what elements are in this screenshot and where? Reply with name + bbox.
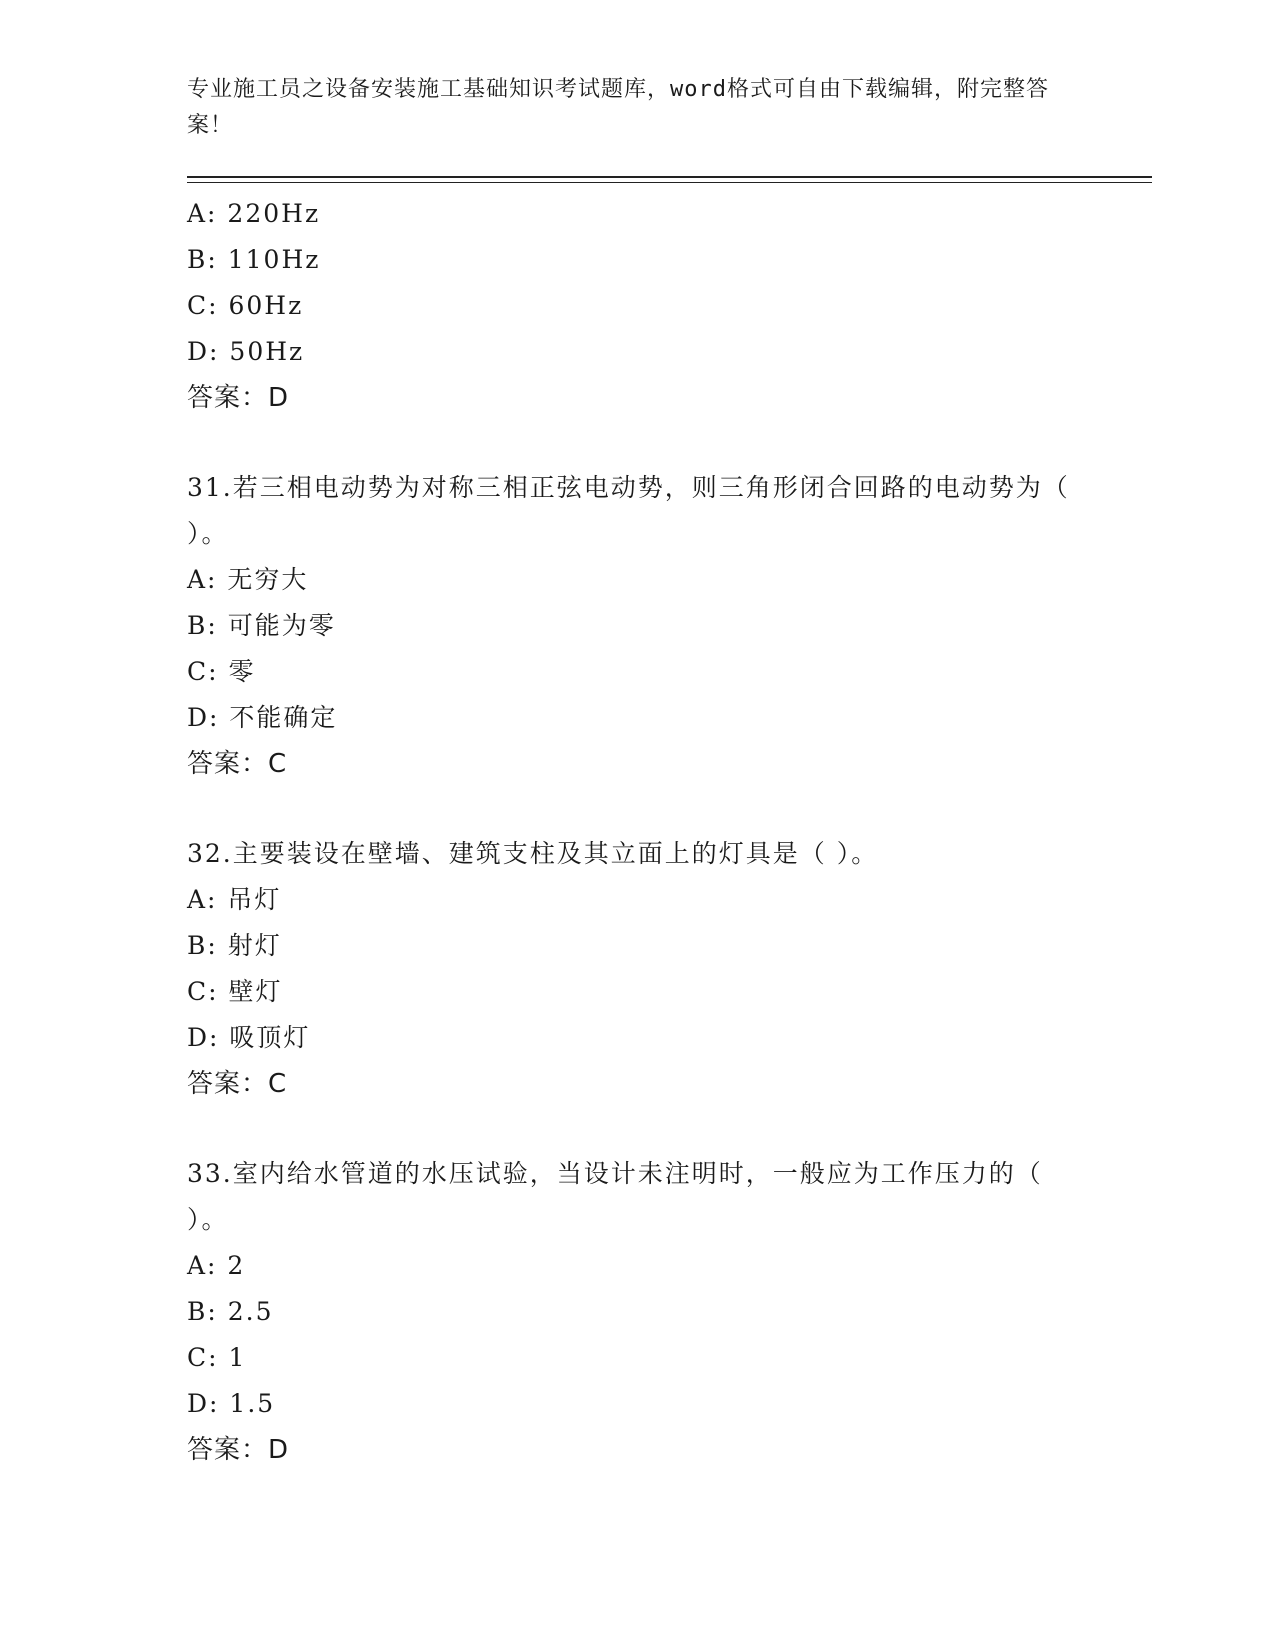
header-rule-thin <box>187 182 1152 183</box>
option-a: A: 2 <box>187 1251 246 1280</box>
option-d: D: 1.5 <box>187 1389 276 1418</box>
header-rule-thick <box>187 176 1152 178</box>
answer-line: 答案：C <box>187 1069 288 1099</box>
answer-line: 答案：D <box>187 383 290 413</box>
answer-line: 答案：D <box>187 1435 290 1465</box>
question-stem: 33.室内给水管道的水压试验，当设计未注明时，一般应为工作压力的（ ）。 <box>187 1159 1043 1234</box>
option-d: D: 吸顶灯 <box>187 1023 311 1052</box>
option-b: B: 110Hz <box>187 245 321 274</box>
option-b: B: 可能为零 <box>187 611 336 640</box>
option-b: B: 2.5 <box>187 1297 274 1326</box>
option-c: C: 1 <box>187 1343 247 1372</box>
question-stem: 31.若三相电动势为对称三相正弦电动势，则三角形闭合回路的电动势为（ ）。 <box>187 473 1070 548</box>
option-d: D: 50Hz <box>187 337 305 366</box>
question-block <box>187 465 1087 787</box>
question-list <box>187 191 1087 1473</box>
question-block <box>187 831 1087 1107</box>
option-a: A: 无穷大 <box>187 565 309 594</box>
answer-line: 答案：C <box>187 749 288 779</box>
document-header: 专业施工员之设备安装施工基础知识考试题库，word格式可自由下载编辑，附完整答案！ <box>187 77 1049 138</box>
question-stem: 32.主要装设在壁墙、建筑支柱及其立面上的灯具是（ ）。 <box>187 839 879 868</box>
question-block <box>187 191 1087 421</box>
option-a: A: 吊灯 <box>187 885 282 914</box>
option-c: C: 零 <box>187 657 256 686</box>
option-d: D: 不能确定 <box>187 703 338 732</box>
option-a: A: 220Hz <box>187 199 321 228</box>
question-block <box>187 1151 1087 1473</box>
option-b: B: 射灯 <box>187 931 282 960</box>
option-c: C: 60Hz <box>187 291 304 320</box>
option-c: C: 壁灯 <box>187 977 283 1006</box>
